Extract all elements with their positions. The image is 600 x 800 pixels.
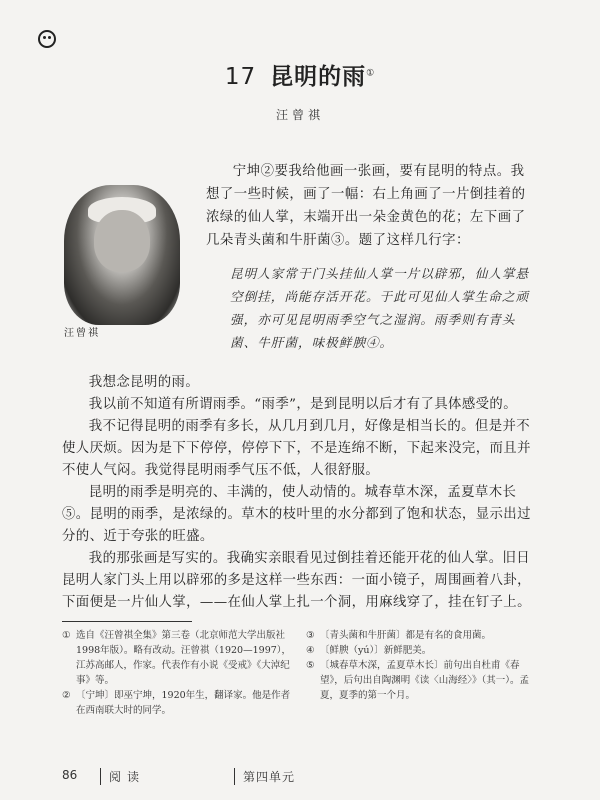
lesson-number: 17 — [224, 64, 257, 90]
footnote-number: ① — [62, 630, 71, 641]
footnote-text: 〔鲜腴（yú）〕新鲜肥美。 — [320, 645, 432, 656]
footnotes-left — [62, 628, 292, 718]
unit-label: 第四单元 — [234, 768, 295, 785]
footnote-number: ④ — [306, 645, 315, 656]
footnote-divider — [62, 621, 192, 622]
inscription-text: 昆明人家常于门头挂仙人掌一片以辟邪，仙人掌悬空倒挂，尚能存活开花。于此可见仙人掌生命之顽强，亦可见昆明雨季空气之湿润。雨季则有青头菌、牛肝菌，味极鲜腴④。 — [230, 266, 530, 350]
footnote-text: 〔城春草木深，孟夏草木长〕前句出自杜甫《春望》，后句出自陶渊明《读〈山海经〉》（其一）。孟夏，夏季的第一个月。 — [320, 660, 530, 701]
portrait-caption: 汪曾祺 — [64, 328, 100, 339]
footnote-item — [306, 628, 540, 643]
footnote-item — [62, 688, 292, 718]
footnote-text: 〔宁坤〕即巫宁坤，1920年生，翻译家。他是作者在西南联大时的同学。 — [76, 690, 291, 716]
body-paragraph: 我的那张画是写实的。我确实亲眼看见过倒挂着还能开花的仙人掌。旧日昆明人家门头上用以辟邪的多是这样一些东西：一面小镜子，周围画着八卦，下面便是一片仙人掌，——在仙人掌上扎一个洞，用麻线穿了，挂在钉子上。 — [62, 551, 531, 610]
lesson-title: 昆明的雨 — [270, 63, 367, 90]
corner-emblem-icon — [38, 30, 56, 48]
section-label: 阅读 — [100, 768, 145, 785]
footnote-number: ③ — [306, 630, 315, 641]
footnote-item — [62, 628, 292, 688]
footnote-number: ② — [62, 690, 71, 701]
footnote-number: ⑤ — [306, 660, 315, 671]
author-name: 汪曾祺 — [275, 108, 324, 122]
page-number: 86 — [62, 768, 78, 782]
main-body — [62, 372, 540, 614]
intro-text: 宁坤②要我给他画一张画，要有昆明的特点。我想了一些时候，画了一幅：右上角画了一片倒挂着的浓绿的仙人掌，末端开出一朵金黄色的花；左下画了几朵青头菌和牛肝菌③。题了这样几行字： — [206, 164, 526, 248]
author-portrait — [64, 185, 180, 325]
footnote-item — [306, 658, 540, 703]
footnote-item — [306, 643, 540, 658]
title-footnote-mark: ① — [366, 68, 376, 79]
body-paragraph: 我以前不知道有所谓雨季。“雨季”，是到昆明以后才有了具体感受的。 — [88, 397, 518, 412]
page-title — [0, 58, 600, 91]
intro-paragraph — [206, 160, 538, 252]
footnote-text: 选自《汪曾祺全集》第三卷（北京师范大学出版社1998年版）。略有改动。汪曾祺（1920—1997），江苏高邮人，作家。代表作有小说《受戒》《大淖纪事》等。 — [76, 630, 292, 686]
body-paragraph: 我想念昆明的雨。 — [88, 375, 200, 390]
footnote-text: 〔青头菌和牛肝菌〕都是有名的食用菌。 — [320, 630, 492, 641]
body-paragraph: 昆明的雨季是明亮的、丰满的，使人动情的。城春草木深，孟夏草木长⑤。昆明的雨季，是浓绿的。草木的枝叶里的水分都到了饱和状态，显示出过分的、近于夸张的旺盛。 — [62, 485, 531, 544]
body-paragraph: 我不记得昆明的雨季有多长，从几月到几月，好像是相当长的。但是并不使人厌烦。因为是下下停停，停停下下，不是连绵不断，下起来没完，而且并不使人气闷。我觉得昆明雨季气压不低，人很舒服。 — [62, 419, 531, 478]
page-footer — [62, 768, 540, 784]
portrait-face — [94, 210, 150, 272]
footnotes-right — [306, 628, 540, 703]
